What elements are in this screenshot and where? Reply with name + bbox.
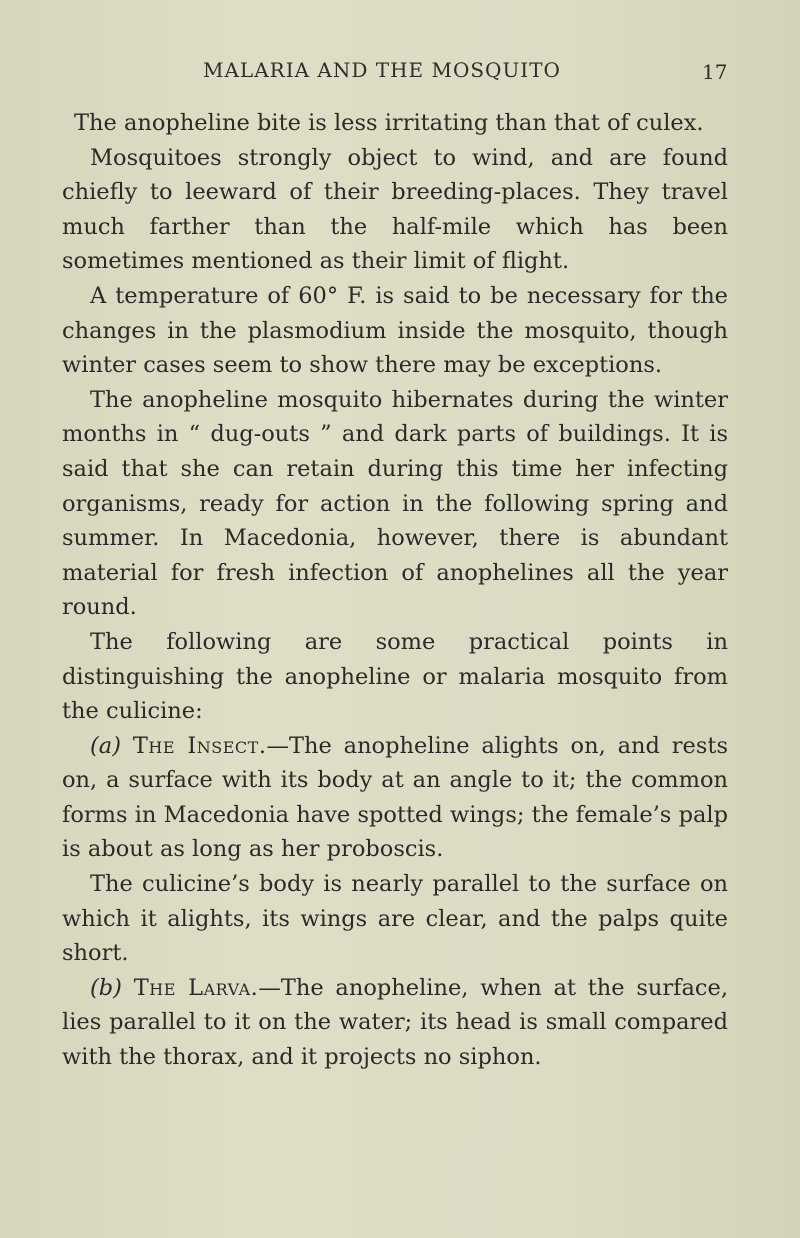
- paragraph-text: The anopheline bite is less irritating than that of culex.: [74, 110, 704, 136]
- paragraph-larva: [62, 971, 728, 1075]
- paragraph-text: The culicine’s body is nearly parallel to the surface on which it alights, its wings are clear, and the palps quite short.: [62, 871, 728, 967]
- body-text: [62, 106, 728, 1075]
- paragraph-text: The anopheline mosquito hibernates during the winter months in “ dug-outs ” and dark parts of buildings. It is said that she can retain during this time her infecting organisms, ready for action in the following spring and summer. In Macedonia, however, there is abundant material for fresh infection of anophelines all the year round.: [62, 386, 728, 621]
- page-header: [0, 58, 800, 92]
- section-heading: The Insect.: [132, 732, 267, 759]
- paragraph-practical-points: [62, 625, 728, 729]
- paragraph-wind: [62, 141, 728, 279]
- paragraph-text: Mosquitoes strongly object to wind, and are found chiefly to leeward of their breeding-places. They travel much farther than the half-mile which has been sometimes mentioned as their limit of flight.: [62, 144, 728, 275]
- section-label: (b): [90, 974, 122, 1001]
- paragraph-temperature: [62, 279, 728, 383]
- paragraph-text: —The anopheline, when at the surface, lies parallel to it on the water; its head is small compared with the thorax, and it projects no siphon.: [62, 974, 728, 1071]
- paragraph-text: A temperature of 60° F. is said to be necessary for the changes in the plasmodium inside the mosquito, though winter cases seem to show there may be exceptions.: [62, 282, 728, 379]
- paragraph-hibernation: [62, 383, 728, 625]
- paragraph-text: —The anopheline alights on, and rests on, a surface with its body at an angle to it; the common forms in Macedonia have spotted wings; the female’s palp is about as long as her proboscis.: [62, 732, 728, 863]
- page-number: 17: [702, 60, 728, 84]
- paragraph-bite: [62, 106, 728, 141]
- paragraph-insect: [62, 729, 728, 867]
- section-heading: The Larva.: [133, 974, 259, 1001]
- running-head: MALARIA AND THE MOSQUITO: [203, 58, 561, 82]
- section-label: (a): [90, 732, 121, 759]
- paragraph-text: The following are some practical points in distinguishing the anopheline or malaria mosquito from the culicine:: [62, 628, 728, 725]
- paragraph-culicine: [62, 867, 728, 971]
